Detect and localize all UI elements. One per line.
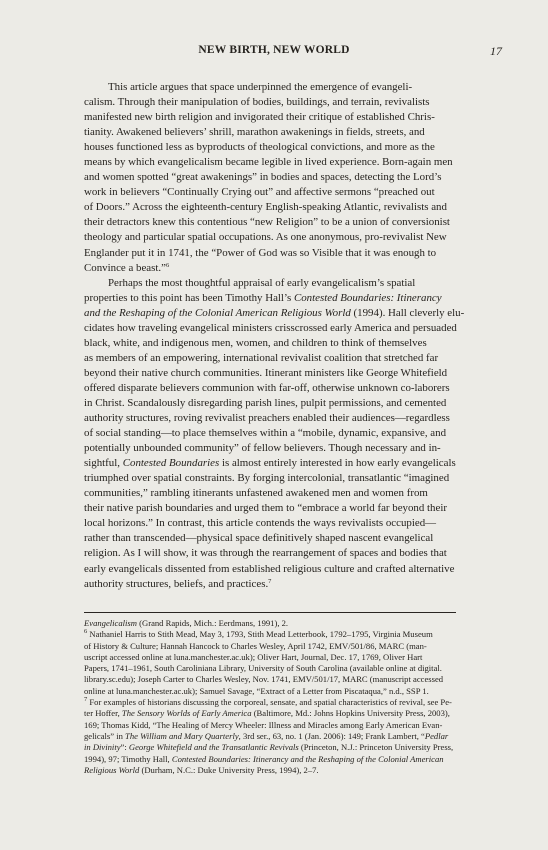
footnote-line: [84, 742, 464, 753]
book-title: The Sensory Worlds of Early America: [121, 708, 252, 719]
text-segment: is almost entirely interested in how early evangelicals: [219, 457, 456, 470]
book-title: and the Reshaping of the Colonial American Religious World: [84, 306, 351, 319]
text-line: religion. As I will show, it was through the rearrangement of spaces and bodies that: [84, 547, 447, 560]
text-line: triumphed over spatial constraints. By forging intercolonial, transatlantic “imagined: [84, 472, 450, 485]
text-line: potentially unbounded community” of fellow believers. Though necessary and in-: [84, 442, 441, 455]
footnote-number: 6: [84, 628, 88, 636]
text-segment: (Durham, N.C.: Duke University Press, 1994), 2–7.: [139, 764, 319, 775]
footnote-ref-7: 7: [268, 577, 272, 585]
text-line: in Christ. Scandalously disregarding parish lines, pulpit permissions, and cemented: [84, 396, 447, 409]
footnote-line: [84, 765, 464, 776]
text-segment: gelicals” in: [84, 730, 126, 741]
text-line: tianity. Awakened believers’ shrill, marathon awakenings in fields, streets, and: [84, 126, 425, 139]
book-title: George Whitefield and the Transatlantic Revivals: [128, 742, 299, 753]
footnote-line: library.sc.edu); Joseph Carter to Charles Wesley, Nov. 1741, EMV/501/17, MARC (manuscript accessed: [84, 674, 444, 685]
text-line: early evangelicals dissented from established religious culture and crafted alternative: [84, 562, 455, 575]
running-head: NEW BIRTH, NEW WORLD: [198, 44, 350, 56]
footnotes: [84, 618, 464, 776]
text-line: [84, 456, 464, 471]
text-line: their detractors knew this contentious “new Religion” to be a union of conversionist: [84, 216, 450, 229]
text-line: and women spotted “great awakenings” in bodies and spaces, detecting the Lord’s: [84, 171, 442, 184]
footnote-5-continued: [84, 618, 464, 629]
journal-title: The William and Mary Quarterly: [125, 730, 239, 741]
text-line: Englander put it in 1741, the “Power of God was so Visible that it was enough to: [84, 246, 437, 259]
book-title: Contested Boundaries: Itinerancy and the Reshaping of the Colonial American: [171, 753, 444, 764]
footnote-line: [84, 754, 464, 765]
text-line: rather than transcended—physical space definitively shaped nascent evangelical: [84, 532, 434, 545]
text-line: [84, 577, 464, 592]
book-title: Contested Boundaries: Itinerancy: [293, 291, 442, 304]
text-line: authority structures, roving revivalist preachers enabled their audiences—regardless: [84, 412, 450, 425]
footnote-line: [84, 731, 464, 742]
text-segment: Nathaniel Harris to Stith Mead, May 3, 1793, Stith Mead Letterbook, 1792–1795, Virginia Museum: [87, 629, 433, 640]
text-line: [84, 291, 464, 306]
footnote-line: online at luna.manchester.ac.uk); Samuel Savage, “Extract of a Letter from Piscataqua,” n.d., SSP 1.: [84, 685, 429, 696]
footnote-ref-6: 6: [165, 261, 170, 269]
text-segment: , 3rd ser., 63, no. 1 (Jan. 2006): 149; Frank Lambert, “: [238, 730, 425, 741]
text-line: their native parish boundaries and urged them to “embrace a world far beyond their: [84, 502, 447, 515]
text-segment: ”:: [120, 742, 129, 753]
text-line: of social standing—to place themselves within a “mobile, dynamic, expansive, and: [84, 427, 447, 440]
footnote-line: of History & Culture; Hannah Hancock to Charles Wesley, April 1742, EMV/501/86, MARC (man-: [84, 640, 427, 651]
text-line: Perhaps the most thoughtful appraisal of early evangelicalism’s spatial: [108, 276, 416, 289]
text-segment: (Princeton, N.J.: Princeton University Press,: [298, 742, 454, 753]
text-segment: (Grand Rapids, Mich.: Eerdmans, 1991), 2.: [136, 618, 289, 628]
text-line: means by which evangelicalism became legible in lived experience. Born-again men: [84, 156, 453, 169]
page-number: 17: [490, 44, 502, 58]
footnote-6: [84, 629, 464, 640]
text-segment: (Baltimore, Md.: Johns Hopkins University Press, 2003),: [251, 708, 450, 719]
body-text: [84, 80, 464, 592]
text-line: cidates how traveling evangelical ministers crisscrossed early America and persuaded: [84, 321, 457, 334]
book-title: in Divinity: [84, 742, 121, 753]
text-segment: properties to this point has been Timothy Hall’s: [84, 291, 294, 304]
text-segment: (1994). Hall cleverly elu-: [350, 306, 465, 319]
text-segment: ter Hoffer,: [84, 708, 122, 719]
text-segment: Convince a beast.”: [84, 261, 166, 274]
page-header: [0, 44, 548, 64]
text-line: black, white, and indigenous men, women, and children to think of themselves: [84, 336, 427, 349]
text-line: as members of an empowering, international revivalist coalition that stretched far: [84, 351, 439, 364]
text-line: [84, 261, 464, 276]
footnote-divider: [84, 612, 456, 613]
text-segment: authority structures, beliefs, and practices.: [84, 577, 269, 590]
book-title: Religious World: [84, 764, 140, 775]
footnote-line: [84, 708, 464, 719]
paragraph-2: [84, 276, 464, 592]
footnote-7: [84, 697, 464, 708]
text-segment: For examples of historians discussing the corporeal, sensate, and spatial characteristics of revival, see Pe-: [87, 697, 452, 708]
footnote-line: Papers, 1741–1961, South Caroliniana Library, University of South Carolina (available online at digital.: [84, 663, 442, 674]
text-segment: 1994), 97; Timothy Hall,: [84, 753, 172, 764]
text-line: local horizons.” In contrast, this article contends the ways revivalists occupied—: [84, 517, 437, 530]
footnote-line: uscript accessed online at luna.manchester.ac.uk); Oliver Hart, Journal, Dec. 17, 1769, Oliver Hart: [84, 651, 423, 662]
text-line: communities,” rambling itinerants unfastened awakened men and women from: [84, 487, 428, 500]
text-line: work in believers “Continually Crying out” and affective sermons “preached out: [84, 186, 435, 199]
text-line: houses functioned less as byproducts of theological convictions, and more as the: [84, 141, 435, 154]
footnote-number: 7: [84, 696, 88, 704]
paragraph-1: [84, 80, 464, 276]
book-title: Contested Boundaries: [122, 457, 220, 470]
footnote-line: 169; Thomas Kidd, “The Healing of Mercy Wheeler: Illness and Miracles among Early American Evan-: [84, 719, 443, 730]
text-segment: sightful,: [84, 457, 123, 470]
book-title: Evangelicalism: [84, 618, 137, 628]
book-title: Pedlar: [424, 730, 449, 741]
text-line: calism. Through their manipulation of bodies, buildings, and terrain, revivalists: [84, 96, 430, 109]
text-line: [84, 306, 464, 321]
text-line: manifested new birth religion and invigorated their critique of established Chris-: [84, 111, 435, 124]
text-line: This article argues that space underpinned the emergence of evangeli-: [108, 81, 413, 93]
text-line: offered disparate believers communion with far-off, otherwise unknown co-laborers: [84, 381, 450, 394]
text-line: beyond their native church communities. Itinerant ministers like George Whitefield: [84, 366, 448, 379]
text-line: theology and particular spatial occupations. As one anonymous, pro-revivalist New: [84, 231, 447, 244]
text-line: of Doors.” Across the eighteenth-century English-speaking Atlantic, revivalists and: [84, 201, 447, 214]
